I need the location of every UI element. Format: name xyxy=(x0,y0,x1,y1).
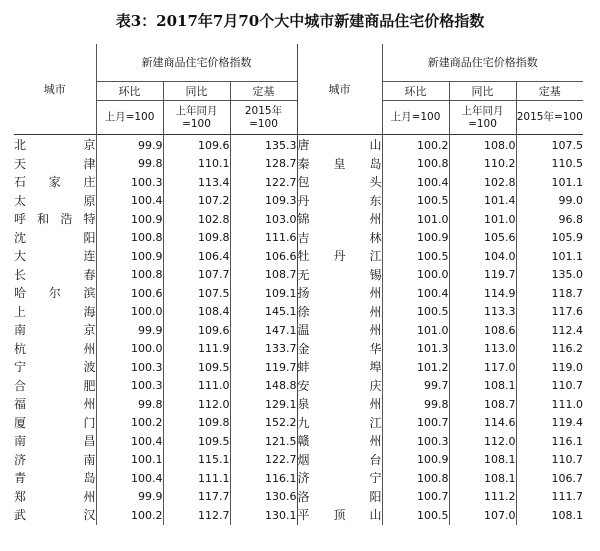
table-row xyxy=(14,266,583,285)
left-fixed-cell: 130.1 xyxy=(230,506,297,525)
left-yoy-cell: 115.1 xyxy=(163,451,230,470)
left-yoy-cell: 112.7 xyxy=(163,506,230,525)
left-mom-cell: 100.4 xyxy=(96,432,163,451)
table-row xyxy=(14,229,583,248)
table-row xyxy=(14,192,583,211)
left-mom-base: 上月=100 xyxy=(96,101,163,135)
left-fixed-cell: 108.7 xyxy=(230,266,297,285)
left-yoy-cell: 109.6 xyxy=(163,321,230,340)
left-yoy-cell: 109.8 xyxy=(163,229,230,248)
right-mom-cell: 100.9 xyxy=(382,229,449,248)
left-yoy-cell: 111.1 xyxy=(163,469,230,488)
left-mom-cell: 100.9 xyxy=(96,247,163,266)
right-mom-cell: 100.4 xyxy=(382,284,449,303)
right-city-cell: 吉林 xyxy=(297,229,382,248)
right-yoy-cell: 102.8 xyxy=(449,173,516,192)
table-row xyxy=(14,247,583,266)
right-fixed-cell: 135.0 xyxy=(516,266,583,285)
table-header xyxy=(14,44,583,135)
right-city-cell: 金华 xyxy=(297,340,382,359)
right-mom-cell: 101.0 xyxy=(382,321,449,340)
right-mom-cell: 100.9 xyxy=(382,451,449,470)
right-fixed-cell: 116.1 xyxy=(516,432,583,451)
table-body xyxy=(14,135,583,525)
table-row xyxy=(14,377,583,396)
right-mom-cell: 101.3 xyxy=(382,340,449,359)
left-fixed-cell: 121.5 xyxy=(230,432,297,451)
right-yoy-cell: 114.9 xyxy=(449,284,516,303)
right-city-cell: 安庆 xyxy=(297,377,382,396)
table-row xyxy=(14,451,583,470)
right-city-cell: 济宁 xyxy=(297,469,382,488)
right-city-cell: 洛阳 xyxy=(297,488,382,507)
left-mom-cell: 100.2 xyxy=(96,506,163,525)
left-yoy-cell: 110.1 xyxy=(163,155,230,174)
right-mom-base: 上月=100 xyxy=(382,101,449,135)
right-yoy-cell: 113.0 xyxy=(449,340,516,359)
left-fixed-cell: 116.1 xyxy=(230,469,297,488)
left-city-cell: 合肥 xyxy=(14,378,96,393)
right-index-group-header: 新建商品住宅价格指数 xyxy=(382,44,583,82)
left-city-cell: 杭州 xyxy=(14,341,96,356)
right-yoy-header: 同比 xyxy=(449,82,516,101)
left-city-cell: 武汉 xyxy=(14,508,96,523)
right-mom-cell: 100.0 xyxy=(382,266,449,285)
right-mom-cell: 100.5 xyxy=(382,506,449,525)
left-mom-cell: 99.8 xyxy=(96,395,163,414)
right-yoy-cell: 112.0 xyxy=(449,432,516,451)
right-fixed-cell: 107.5 xyxy=(516,135,583,155)
left-mom-cell: 100.0 xyxy=(96,340,163,359)
left-mom-cell: 100.9 xyxy=(96,210,163,229)
right-city-cell: 无锡 xyxy=(297,266,382,285)
left-mom-cell: 99.9 xyxy=(96,488,163,507)
left-yoy-cell: 113.4 xyxy=(163,173,230,192)
left-city-cell: 郑州 xyxy=(14,489,96,504)
right-mom-cell: 100.5 xyxy=(382,303,449,322)
table-row xyxy=(14,284,583,303)
left-city-cell: 北京 xyxy=(14,135,96,155)
right-yoy-cell: 101.0 xyxy=(449,210,516,229)
right-fixed-cell: 112.4 xyxy=(516,321,583,340)
left-city-cell: 石家庄 xyxy=(14,175,96,190)
left-yoy-base: 上年同月=100 xyxy=(163,101,230,135)
left-fixed-cell: 109.1 xyxy=(230,284,297,303)
left-yoy-cell: 112.0 xyxy=(163,395,230,414)
right-city-cell: 赣州 xyxy=(297,432,382,451)
left-fixed-cell: 130.6 xyxy=(230,488,297,507)
right-yoy-cell: 108.1 xyxy=(449,377,516,396)
table-row xyxy=(14,432,583,451)
right-mom-cell: 100.2 xyxy=(382,135,449,155)
left-mom-cell: 100.8 xyxy=(96,229,163,248)
left-mom-cell: 100.8 xyxy=(96,266,163,285)
right-yoy-cell: 105.6 xyxy=(449,229,516,248)
left-mom-cell: 100.0 xyxy=(96,303,163,322)
left-city-cell: 天津 xyxy=(14,156,96,171)
table-row xyxy=(14,469,583,488)
right-yoy-cell: 108.7 xyxy=(449,395,516,414)
right-city-cell: 温州 xyxy=(297,321,382,340)
table-row xyxy=(14,155,583,174)
right-city-header: 城市 xyxy=(297,44,382,135)
right-city-cell: 徐州 xyxy=(297,303,382,322)
left-fixed-cell: 103.0 xyxy=(230,210,297,229)
left-city-cell: 沈阳 xyxy=(14,230,96,245)
page-title: 表3：2017年7月70个大中城市新建商品住宅价格指数 xyxy=(115,12,485,30)
right-fixed-cell: 110.7 xyxy=(516,377,583,396)
left-city-cell: 济南 xyxy=(14,452,96,467)
right-fixed-cell: 116.2 xyxy=(516,340,583,359)
price-index-table xyxy=(14,44,583,525)
table-row xyxy=(14,135,583,155)
right-fixed-cell: 105.9 xyxy=(516,229,583,248)
right-fixed-cell: 110.7 xyxy=(516,451,583,470)
left-yoy-cell: 109.5 xyxy=(163,358,230,377)
right-fixed-header: 定基 xyxy=(516,82,583,101)
right-mom-cell: 99.7 xyxy=(382,377,449,396)
left-yoy-cell: 107.5 xyxy=(163,284,230,303)
right-fixed-cell: 119.0 xyxy=(516,358,583,377)
left-yoy-cell: 107.7 xyxy=(163,266,230,285)
right-yoy-cell: 107.0 xyxy=(449,506,516,525)
right-mom-cell: 99.8 xyxy=(382,395,449,414)
left-yoy-cell: 111.9 xyxy=(163,340,230,359)
right-city-cell: 蚌埠 xyxy=(297,358,382,377)
right-yoy-base: 上年同月=100 xyxy=(449,101,516,135)
table-row xyxy=(14,303,583,322)
left-city-cell: 厦门 xyxy=(14,415,96,430)
right-city-cell: 九江 xyxy=(297,414,382,433)
right-mom-cell: 100.5 xyxy=(382,247,449,266)
right-fixed-cell: 106.7 xyxy=(516,469,583,488)
right-yoy-cell: 119.7 xyxy=(449,266,516,285)
right-city-cell: 烟台 xyxy=(297,451,382,470)
table-row xyxy=(14,488,583,507)
left-mom-cell: 99.9 xyxy=(96,135,163,155)
right-fixed-cell: 96.8 xyxy=(516,210,583,229)
table-row xyxy=(14,173,583,192)
right-city-cell: 锦州 xyxy=(297,210,382,229)
right-yoy-cell: 111.2 xyxy=(449,488,516,507)
left-city-cell: 福州 xyxy=(14,397,96,412)
right-city-cell: 秦皇岛 xyxy=(297,155,382,174)
left-fixed-cell: 148.8 xyxy=(230,377,297,396)
left-city-cell: 呼和浩特 xyxy=(14,212,96,227)
left-yoy-cell: 109.6 xyxy=(163,135,230,155)
right-yoy-cell: 108.6 xyxy=(449,321,516,340)
right-yoy-cell: 104.0 xyxy=(449,247,516,266)
right-mom-cell: 100.7 xyxy=(382,488,449,507)
left-fixed-cell: 122.7 xyxy=(230,451,297,470)
right-fixed-cell: 111.0 xyxy=(516,395,583,414)
right-mom-cell: 100.7 xyxy=(382,414,449,433)
right-mom-cell: 100.4 xyxy=(382,173,449,192)
left-yoy-cell: 109.5 xyxy=(163,432,230,451)
right-yoy-cell: 117.0 xyxy=(449,358,516,377)
left-yoy-cell: 106.4 xyxy=(163,247,230,266)
left-mom-cell: 100.3 xyxy=(96,377,163,396)
left-city-cell: 太原 xyxy=(14,193,96,208)
left-yoy-cell: 111.0 xyxy=(163,377,230,396)
left-mom-cell: 99.9 xyxy=(96,321,163,340)
left-yoy-cell: 109.8 xyxy=(163,414,230,433)
table-row xyxy=(14,395,583,414)
right-yoy-cell: 113.3 xyxy=(449,303,516,322)
left-fixed-cell: 147.1 xyxy=(230,321,297,340)
left-mom-cell: 100.1 xyxy=(96,451,163,470)
right-yoy-cell: 114.6 xyxy=(449,414,516,433)
right-city-cell: 扬州 xyxy=(297,284,382,303)
left-yoy-cell: 102.8 xyxy=(163,210,230,229)
left-mom-cell: 100.2 xyxy=(96,414,163,433)
right-mom-cell: 100.5 xyxy=(382,192,449,211)
table-row xyxy=(14,321,583,340)
right-fixed-cell: 101.1 xyxy=(516,173,583,192)
left-yoy-header: 同比 xyxy=(163,82,230,101)
table-row xyxy=(14,210,583,229)
left-yoy-cell: 117.7 xyxy=(163,488,230,507)
right-mom-header: 环比 xyxy=(382,82,449,101)
table-row xyxy=(14,340,583,359)
right-mom-cell: 101.2 xyxy=(382,358,449,377)
table-row xyxy=(14,506,583,525)
left-fixed-cell: 109.3 xyxy=(230,192,297,211)
left-mom-cell: 100.6 xyxy=(96,284,163,303)
right-mom-cell: 101.0 xyxy=(382,210,449,229)
right-city-cell: 牡丹江 xyxy=(297,247,382,266)
left-fixed-cell: 119.7 xyxy=(230,358,297,377)
left-fixed-cell: 106.6 xyxy=(230,247,297,266)
right-fixed-cell: 101.1 xyxy=(516,247,583,266)
left-city-header: 城市 xyxy=(43,82,66,96)
right-city-cell: 泉州 xyxy=(297,395,382,414)
left-city-cell: 南京 xyxy=(14,323,96,338)
left-fixed-cell: 128.7 xyxy=(230,155,297,174)
right-fixed-cell: 117.6 xyxy=(516,303,583,322)
right-fixed-cell: 108.1 xyxy=(516,506,583,525)
right-fixed-cell: 118.7 xyxy=(516,284,583,303)
left-fixed-header: 定基 xyxy=(230,82,297,101)
left-mom-cell: 100.4 xyxy=(96,469,163,488)
left-city-cell: 哈尔滨 xyxy=(14,286,96,301)
left-fixed-cell: 129.1 xyxy=(230,395,297,414)
right-mom-cell: 100.8 xyxy=(382,155,449,174)
right-fixed-cell: 119.4 xyxy=(516,414,583,433)
right-mom-cell: 100.8 xyxy=(382,469,449,488)
left-yoy-cell: 107.2 xyxy=(163,192,230,211)
table-row xyxy=(14,414,583,433)
right-city-cell: 丹东 xyxy=(297,192,382,211)
right-fixed-base: 2015年=100 xyxy=(516,101,583,135)
left-mom-cell: 100.3 xyxy=(96,173,163,192)
left-index-group-header: 新建商品住宅价格指数 xyxy=(96,44,297,82)
left-fixed-cell: 135.3 xyxy=(230,135,297,155)
left-fixed-cell: 152.2 xyxy=(230,414,297,433)
right-yoy-cell: 108.1 xyxy=(449,451,516,470)
right-fixed-cell: 111.7 xyxy=(516,488,583,507)
left-city-cell: 宁波 xyxy=(14,360,96,375)
right-mom-cell: 100.3 xyxy=(382,432,449,451)
left-fixed-cell: 145.1 xyxy=(230,303,297,322)
left-city-cell: 青岛 xyxy=(14,471,96,486)
right-fixed-cell: 110.5 xyxy=(516,155,583,174)
left-mom-cell: 100.4 xyxy=(96,192,163,211)
left-fixed-cell: 133.7 xyxy=(230,340,297,359)
left-mom-cell: 99.8 xyxy=(96,155,163,174)
right-city-cell: 平顶山 xyxy=(297,506,382,525)
right-yoy-cell: 101.4 xyxy=(449,192,516,211)
right-fixed-cell: 99.0 xyxy=(516,192,583,211)
right-city-cell: 包头 xyxy=(297,173,382,192)
right-yoy-cell: 110.2 xyxy=(449,155,516,174)
left-fixed-base: 2015年=100 xyxy=(230,101,297,135)
left-fixed-cell: 122.7 xyxy=(230,173,297,192)
left-city-cell: 大连 xyxy=(14,249,96,264)
left-yoy-cell: 108.4 xyxy=(163,303,230,322)
left-city-cell: 南昌 xyxy=(14,434,96,449)
left-mom-cell: 100.3 xyxy=(96,358,163,377)
table-row xyxy=(14,358,583,377)
right-yoy-cell: 108.0 xyxy=(449,135,516,155)
right-yoy-cell: 108.1 xyxy=(449,469,516,488)
left-mom-header: 环比 xyxy=(96,82,163,101)
left-city-cell: 上海 xyxy=(14,304,96,319)
left-city-cell: 长春 xyxy=(14,267,96,282)
left-fixed-cell: 111.6 xyxy=(230,229,297,248)
right-city-cell: 唐山 xyxy=(297,135,382,155)
